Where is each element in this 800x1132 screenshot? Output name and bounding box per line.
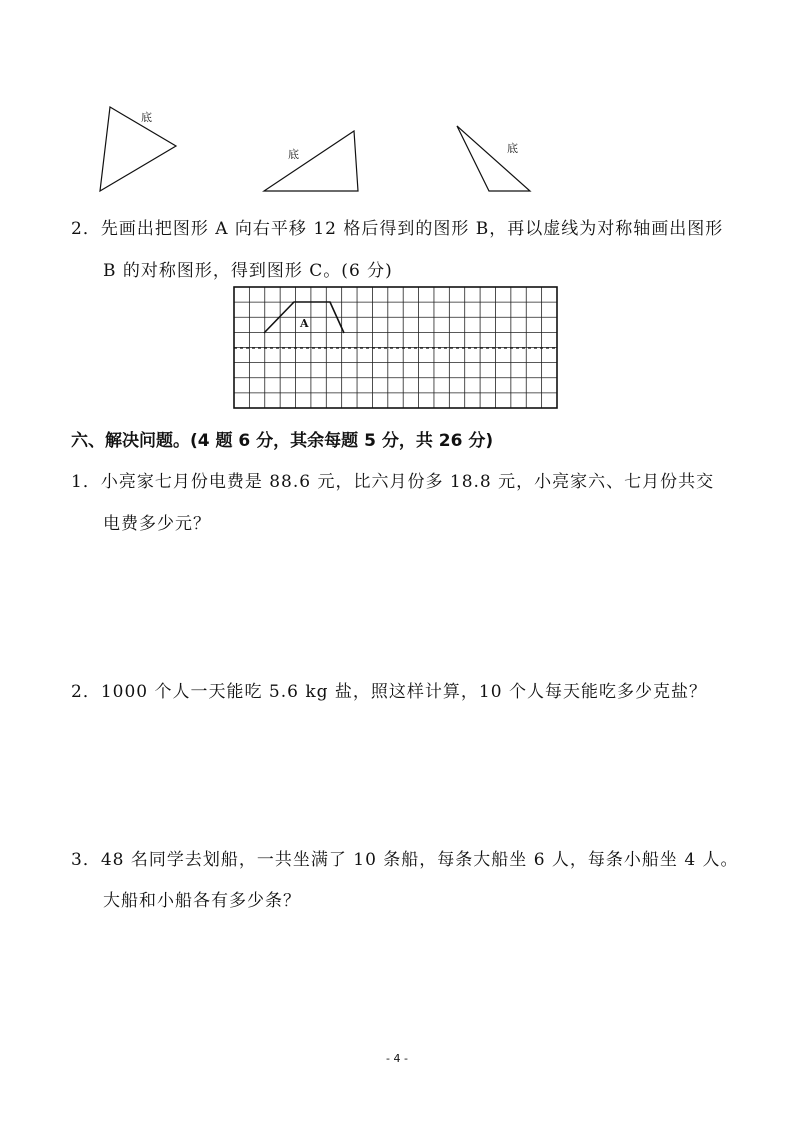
page-number: - 4 - (386, 1052, 408, 1065)
triangle-1 (100, 107, 176, 191)
problem-3-line-2: 大船和小船各有多少条？ (103, 891, 301, 911)
question-text: 先画出把图形 A 向右平移 12 格后得到的图形 B，再以虚线为对称轴画出图形 (100, 219, 724, 239)
triangle-3 (457, 126, 530, 191)
section-heading: 六、解决问题。(4 题 6 分，其余每题 5 分，共 26 分) (71, 431, 494, 451)
problem-1-line-1 (71, 467, 714, 492)
problem-2-line-1 (71, 677, 707, 702)
problem-text: 1000 个人一天能吃 5.6 kg 盐，照这样计算，10 个人每天能吃多少克盐？ (100, 682, 707, 702)
shape-a-label: A (300, 317, 309, 330)
problem-number: 3． (71, 850, 101, 870)
problem-3-line-1 (71, 845, 739, 870)
triangle-3-base-label: 底 (507, 142, 518, 155)
triangle-2-base-label: 底 (288, 148, 299, 161)
problem-text: 48 名同学去划船，一共坐满了 10 条船，每条大船坐 6 人，每条小船坐 4 人。 (100, 850, 739, 870)
problem-text: 小亮家七月份电费是 88.6 元，比六月份多 18.8 元，小亮家六、七月份共交 (100, 472, 715, 492)
grid-figure (232, 285, 560, 410)
triangle-2 (264, 131, 358, 191)
problem-number: 1． (71, 472, 101, 492)
question-number: 2． (71, 219, 101, 239)
triangle-figures (90, 95, 560, 200)
question-2-line-2: B 的对称图形，得到图形 C。(6 分) (103, 261, 393, 281)
question-2-line-1 (71, 214, 723, 239)
problem-number: 2． (71, 682, 101, 702)
problem-1-line-2: 电费多少元？ (103, 514, 211, 534)
triangle-1-base-label: 底 (141, 111, 152, 124)
